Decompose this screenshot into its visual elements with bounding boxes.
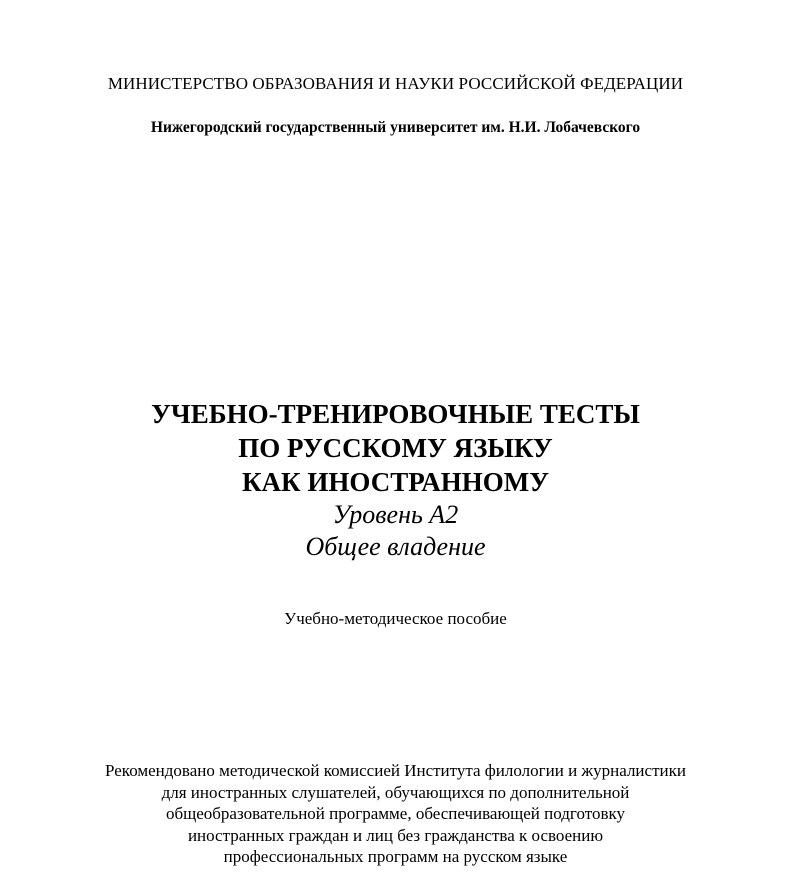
recommendation-text [0,760,791,868]
document-type: Учебно-методическое пособие [284,609,507,628]
title-line-3: КАК ИНОСТРАННОМУ [241,467,550,497]
ministry-heading: МИНИСТЕРСТВО ОБРАЗОВАНИЯ И НАУКИ РОССИЙСКОЙ ФЕДЕРАЦИИ [107,74,684,93]
recommendation-line-3: общеобразовательной программе, обеспечивающей подготовку [165,804,625,824]
university-name: Нижегородский государственный университет им. Н.И. Лобачевского [150,119,641,136]
level-subtitle: Уровень А2 [332,500,459,529]
recommendation-line-5: профессиональных программ на русском языке [223,847,568,867]
general-proficiency-subtitle: Общее владение [305,532,486,561]
recommendation-line-2: для иностранных слушателей, обучающихся по дополнительной [161,782,630,802]
recommendation-line-4: иностранных граждан и лиц без гражданства к освоению [187,825,604,845]
title-line-1: УЧЕБНО-ТРЕНИРОВОЧНЫЕ ТЕСТЫ [151,399,640,429]
recommendation-line-1: Рекомендовано методической комиссией Института филологии и журналистики [105,761,686,780]
document-title-block [0,397,791,563]
title-line-2: ПО РУССКОМУ ЯЗЫКУ [238,433,553,463]
